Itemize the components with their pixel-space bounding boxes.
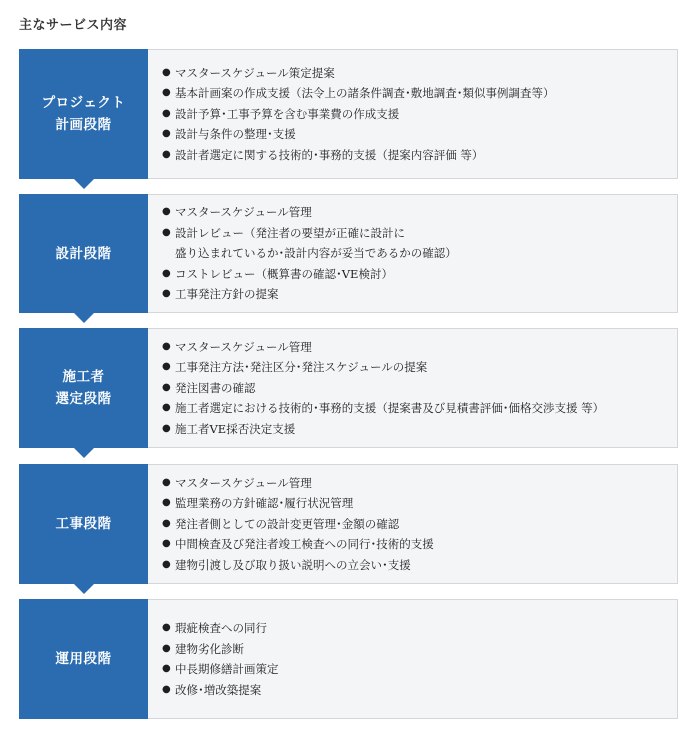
list-item: ● 中長期修繕計画策定 [162, 659, 667, 680]
list-item: ● 施工者選定における技術的･事務的支援（提案書及び見積書評価･価格交渉支援 等） [162, 398, 667, 419]
list-item: ● 建物劣化診断 [162, 639, 667, 660]
bullet-icon: ● [162, 340, 171, 352]
list-item: ● 設計与条件の整理･支援 [162, 124, 667, 145]
bullet-icon: ● [162, 402, 171, 414]
list-item: ● マスタースケジュール管理 [162, 202, 667, 223]
bullet-icon: ● [162, 497, 171, 509]
bullet-icon: ● [162, 128, 171, 140]
bullet-icon: ● [162, 517, 171, 529]
phase-planning [19, 49, 678, 179]
list-item: ● 発注者側としての設計変更管理･金額の確認 [162, 514, 667, 535]
list-item: ● 監理業務の方針確認･履行状況管理 [162, 493, 667, 514]
list-item: ● 工事発注方法･発注区分･発注スケジュールの提案 [162, 357, 667, 378]
bullet-icon: ● [162, 66, 171, 78]
down-arrow-icon [74, 179, 94, 189]
list-item: ● 設計予算･工事予算を含む事業費の作成支援 [162, 104, 667, 125]
list-item: ● 基本計画案の作成支援（法令上の諸条件調査･敷地調査･類似事例調査等） [162, 83, 667, 104]
list-item: ● 改修･増改築提案 [162, 680, 667, 701]
bullet-icon: ● [162, 476, 171, 488]
bullet-icon: ● [162, 381, 171, 393]
down-arrow-icon [74, 313, 94, 323]
phase-item-list [148, 464, 678, 584]
list-item: ● マスタースケジュール管理 [162, 337, 667, 358]
list-item: ● 中間検査及び発注者竣工検査への同行･技術的支援 [162, 534, 667, 555]
phase-label-line: 設計段階 [55, 245, 112, 262]
bullet-icon: ● [162, 148, 171, 160]
list-item: ● 施工者VE採否決定支援 [162, 419, 667, 440]
bullet-icon: ● [162, 683, 171, 695]
bullet-icon: ● [162, 663, 171, 674]
phase-label [19, 328, 148, 448]
phase-construction [19, 464, 678, 584]
list-item: ● 建物引渡し及び取り扱い説明への立会い･支援 [162, 555, 667, 576]
phase-item-list [148, 599, 678, 719]
phase-label-line: 施工者 [62, 369, 105, 385]
phase-label [19, 49, 148, 179]
page-title: 主なサービス内容 [19, 18, 128, 33]
list-item: ● 発注図書の確認 [162, 378, 667, 399]
phase-item-list [148, 49, 678, 179]
bullet-icon: ● [162, 642, 171, 654]
phase-contractor-selection [19, 328, 678, 448]
list-item: ● マスタースケジュール管理 [162, 473, 667, 494]
bullet-icon: ● [162, 267, 171, 279]
bullet-icon: ● [162, 87, 171, 99]
phase-label [19, 599, 148, 719]
list-item: ● コストレビュー（概算書の確認･VE検討） [162, 264, 667, 285]
phase-label-line: 計画段階 [55, 117, 112, 133]
bullet-icon: ● [162, 622, 171, 633]
bullet-icon: ● [162, 288, 171, 300]
phase-label [19, 194, 148, 313]
list-item: ● マスタースケジュール策定提案 [162, 63, 667, 84]
phase-item-list [148, 328, 678, 448]
list-item: ● 設計者選定に関する技術的･事務的支援（提案内容評価 等） [162, 145, 667, 166]
phase-label-line: 工事段階 [55, 516, 112, 532]
phase-design [19, 194, 678, 313]
phase-operation [19, 599, 678, 719]
down-arrow-icon [74, 448, 94, 458]
list-item: ● 瑕疵検査への同行 [162, 618, 667, 639]
bullet-icon: ● [162, 558, 171, 570]
down-arrow-icon [74, 584, 94, 594]
bullet-icon: ● [162, 206, 171, 218]
phase-item-list [148, 194, 678, 313]
phase-label-line: 運用段階 [55, 651, 112, 667]
phase-label [19, 464, 148, 584]
bullet-icon: ● [162, 538, 171, 550]
bullet-icon: ● [162, 226, 171, 238]
list-item: ● 設計レビュー（発注者の要望が正確に設計に 盛り込まれているか･設計内容が妥当であるかの確認） [162, 223, 667, 264]
bullet-icon: ● [162, 107, 171, 119]
list-item: ● 工事発注方針の提案 [162, 284, 667, 305]
bullet-icon: ● [162, 361, 171, 373]
bullet-icon: ● [162, 422, 171, 434]
phase-label-line: 選定段階 [55, 391, 112, 407]
phase-label-line: プロジェクト [41, 95, 126, 111]
